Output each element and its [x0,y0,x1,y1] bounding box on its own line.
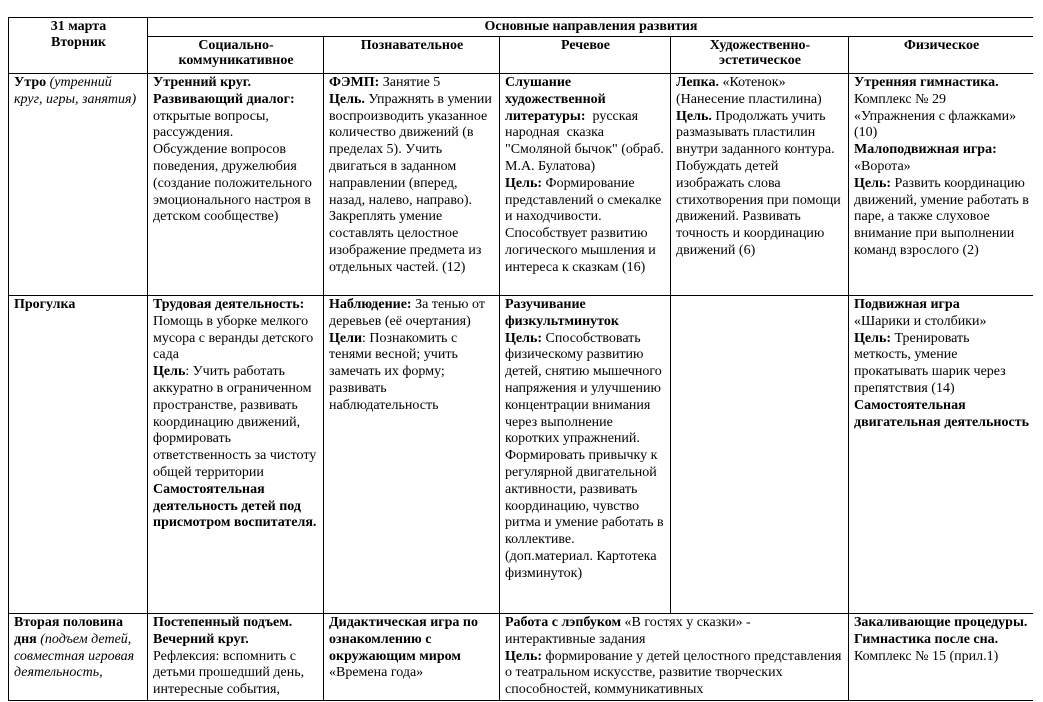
cell-physical [849,296,1034,614]
column-header-artistic: Художественно-эстетическое [671,37,849,74]
cell-text: Упражнять в умении воспроизводить указанное количество движений (в пределах 5). Учить двигаться в заданном направлении (вперед, назад, налево, направо). Закреплять умение составлять целостное изображение предмета из отдельных частей. (12) [329,91,496,275]
cell-text: Вторая половина дня [14,615,127,647]
plan-row [9,74,1034,296]
cell-text: Закаливающие процедуры. [854,615,1028,630]
column-header-social: Социально-коммуникативное [148,37,324,74]
cell-text: За тенью от деревьев (её очертания) [329,297,485,329]
cell-speech-artistic [500,614,849,701]
cell-text: Комплекс № 15 (прил.1) [854,648,999,664]
cell-text: «В гостях у сказки» - интерактивные задания [505,615,751,647]
cell-text: Самостоятельная двигательная деятельность [854,397,1029,430]
main-directions-header: Основные направления развития [148,18,1034,37]
column-header-physical: Физическое [849,37,1034,74]
cell-text: Гимнастика после сна. [854,631,999,647]
row-label-cell [9,74,148,296]
cell-speech [500,296,671,614]
row-label-cell [9,614,148,701]
cell-text: Вечерний круг. [153,631,249,647]
cell-text: (утренний круг, игры, занятия) [14,75,137,107]
cell-social [148,614,324,701]
cell-text: Занятие 5 [382,75,441,90]
date-cell [9,18,148,74]
header-row-top [9,18,1034,37]
cell-text: Малоподвижная игра: [854,142,997,158]
cell-text: Цель [153,364,186,380]
cell-artistic [671,296,849,614]
cell-text: : Учить работать аккуратно в ограниченном пространстве, развивать координацию движений, формировать ответственность за чистоту общей территории [153,364,317,480]
cell-text: Прогулка [14,297,76,312]
cell-text: ФЭМП: [329,75,380,90]
cell-text: Способствовать физическому развитию детей, снятию мышечного напряжения и улучшению концентрации внимания через выполнение коротких упражнений. Формировать привычку к регулярной двигательной активности, развивать координацию, чувство ритма и умение работать в коллективе. (доп.материал. Картотека физминуток) [505,330,664,581]
cell-text: Цель. [329,91,365,107]
cell-text: Цель: [505,175,543,191]
cell-social [148,296,324,614]
cell-text: Помощь в уборке мелкого мусора с веранды детского сада [153,313,314,363]
cell-speech [500,74,671,296]
cell-text: Разучивание физкультминуток [505,297,619,329]
cell-social [148,74,324,296]
cell-text: «Ворота» [854,158,911,174]
cell-artistic [671,74,849,296]
cell-text: Утренняя гимнастика. [854,75,999,90]
plan-sheet [8,17,1033,702]
column-header-cognitive: Познавательное [324,37,500,74]
cell-text: Лепка. [676,75,719,90]
cell-text: Цель: [505,330,543,346]
header-row-sub [9,37,1034,74]
cell-cognitive [324,74,500,296]
cell-text: Утро [14,75,50,90]
cell-text: Цель: [854,330,892,346]
cell-text: Наблюдение: [329,297,412,312]
cell-text: Постепенный подъем. [153,615,293,630]
cell-cognitive [324,614,500,701]
cell-text: Цели [329,330,363,346]
cell-text: формирование у детей целостного представления о театральном искусстве, развитие творческих способностей, коммуникативных [505,648,845,698]
cell-text: русская народная сказка "Смоляной бычок" (обраб. М.А. Булатова) [505,108,664,174]
cell-text: Продолжать учить размазывать пластилин внутри заданного контура. Побуждать детей изображать слова стихотворения при помощи движений. Развивать точность и координацию движений (6) [676,108,845,258]
daily-plan-table [8,17,1033,701]
cell-text: Подвижная игра [854,297,960,312]
column-header-speech: Речевое [500,37,671,74]
cell-physical [849,74,1034,296]
plan-row [9,296,1034,614]
cell-text: открытые вопросы, рассуждения. Обсуждение вопросов поведения, дружелюбия (создание положительного эмоционального настроя в детском сообществе) [153,108,312,225]
row-label-cell [9,296,148,614]
cell-text: Утренний круг. [153,75,252,90]
date-text: 31 марта [50,19,107,34]
cell-text: Цель. [676,108,712,124]
cell-text: Дидактическая игра по ознакомлению с окружающим миром [329,615,482,664]
cell-text: Цель: [854,175,892,191]
cell-text: «Времена года» [329,665,424,681]
cell-text: Развивающий диалог: [153,91,295,107]
cell-physical [849,614,1034,701]
weekday-text: Вторник [50,35,106,50]
plan-row [9,614,1034,701]
cell-text: Формирование представлений о смекалке и находчивости. Способствует развитию логического мышления и интереса к сказкам (16) [505,175,665,275]
cell-text: Развить координацию движений, умение работать в паре, а также слуховое внимание при выполнении команд взрослого (2) [854,175,1033,258]
cell-text: Тренировать меткость, умение прокатывать шарик через препятствия (14) [854,330,1006,396]
cell-text: Слушание художественной литературы: [505,75,610,124]
cell-text: Работа с лэпбуком [505,615,622,630]
cell-text: (подъем детей, совместная игровая деятельность, [14,631,138,681]
cell-text: Рефлексия: вспомнить с детьми прошедший день, интересные события, [153,648,305,698]
cell-text: : Познакомить с тенями весной; учить замечать их форму; развивать наблюдательность [329,330,462,413]
cell-text: Цель: [505,648,543,664]
cell-text: «Шарики и столбики» [854,313,987,329]
cell-text: Трудовая деятельность: [153,297,305,312]
cell-text: Самостоятельная деятельность детей под присмотром воспитателя. [153,481,317,531]
cell-cognitive [324,296,500,614]
cell-text: Комплекс № 29 «Упражнения с флажками» (10) [854,91,1017,141]
cell-text: «Котенок» (Нанесение пластилина) [676,75,822,107]
